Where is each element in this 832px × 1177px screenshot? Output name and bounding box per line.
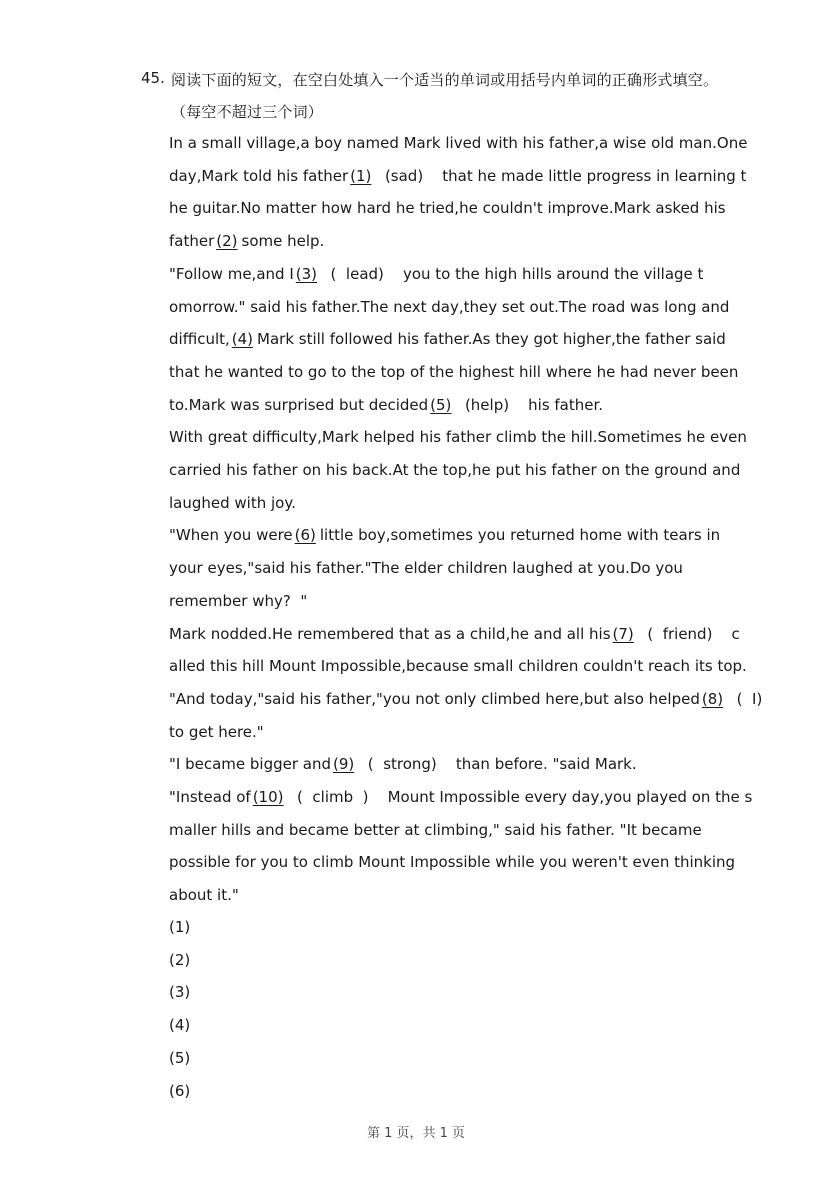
passage-text: ( climb ) Mount Impossible every day,you played on the s [287,788,753,806]
blank-number: (10) [252,788,284,806]
passage-line [169,656,747,676]
passage-line [169,885,239,905]
passage-text: omorrow." said his father.The next day,they set out.The road was long and [169,297,730,316]
passage-line [169,787,752,807]
passage-text: ( I) [727,689,763,708]
passage-line [169,395,603,415]
passage-text: Mark still followed his father.As they got higher,the father said [257,330,726,349]
page-footer: 第 1 页，共 1 页 [366,1126,466,1141]
passage-text: "And today,"said his father,"you not only climbed here,but also helped [169,689,700,708]
passage-text: ( lead) you to the high hills around the village t [321,264,704,283]
passage-text: "Instead of [169,788,251,806]
blank-number: (8) [701,689,724,708]
passage-text: father [169,232,215,251]
passage-line [169,133,747,153]
passage-text: "I became bigger and [169,755,332,774]
passage-line [169,591,307,611]
passage-text: Mark nodded.He remembered that as a child,he and all his [169,624,611,643]
passage-line [169,820,702,840]
passage-line [169,329,726,349]
passage-text: ( friend) c [637,624,740,643]
passage-line [169,754,637,774]
blank-number: (1) [350,166,372,185]
passage-text: remember why? " [169,591,308,610]
blank-number: (9) [333,755,355,774]
passage-text: to.Mark was surprised but decided [169,395,429,414]
blank-number: (3) [295,264,317,283]
passage-text: In a small village,a boy named Mark lived with his father,a wise old man.One [169,134,748,152]
passage-line [169,231,324,251]
answer-label: (6) [169,1081,191,1100]
instruction: 阅读下面的短文，在空白处填入一个适当的单词或用括号内单词的正确形式填空。 [171,71,719,89]
passage-line [169,624,740,644]
passage-line [169,362,738,382]
question-number: 45. [141,69,165,87]
passage-line [169,198,726,218]
passage-line [169,264,703,284]
passage-text: alled this hill Mount Impossible,because small children couldn't reach its top. [169,657,747,676]
passage-text: possible for you to climb Mount Impossible while you weren't even thinking [169,853,736,872]
passage-text: (help) his father. [455,395,604,414]
passage-line [169,493,296,513]
passage-line [169,427,747,447]
instruction-note: （每空不超过三个词） [171,103,324,121]
passage-text: maller hills and became better at climbing," said his father. "It became [169,820,702,839]
passage-line [169,722,264,742]
blank-number: (5) [430,395,452,414]
answer-label: (3) [169,983,191,1002]
passage-text: some help. [241,232,325,251]
passage-line [169,852,735,872]
answer-label: (1) [169,918,191,936]
passage-text: "Follow me,and I [169,264,294,283]
passage-text: about it." [169,886,239,905]
answer-label: (2) [169,950,191,969]
answer-label: (4) [169,1016,191,1035]
blank-number: (7) [612,624,634,643]
answer-label: (5) [169,1048,191,1067]
blank-number: (2) [216,232,238,251]
blank-number: (6) [294,526,316,545]
passage-text: carried his father on his back.At the top,he put his father on the ground and [169,461,741,479]
passage-text: that he wanted to go to the top of the highest hill where he had never been [169,362,739,381]
passage-text: "When you were [169,526,293,545]
passage-text: With great difficulty,Mark helped his father climb the hill.Sometimes he even [169,428,747,447]
passage-text: (sad) that he made little progress in learning t [375,166,747,185]
passage-line [169,460,740,480]
passage-text: your eyes,"said his father."The elder children laughed at you.Do you [169,559,683,578]
passage-text: laughed with joy. [169,493,296,512]
passage-line [169,166,746,186]
passage-line [169,297,729,317]
passage-text: ( strong) than before. "said Mark. [358,755,637,774]
passage-line [169,525,720,545]
blank-number: (4) [231,330,254,349]
passage-text: little boy,sometimes you returned home with tears in [319,526,721,545]
passage-line [169,558,683,578]
passage-text: difficult, [169,330,230,349]
passage-text: he guitar.No matter how hard he tried,he couldn't improve.Mark asked his [169,199,726,218]
passage-text: to get here." [169,722,264,741]
passage-text: day,Mark told his father [169,166,349,185]
passage-line [169,689,762,709]
